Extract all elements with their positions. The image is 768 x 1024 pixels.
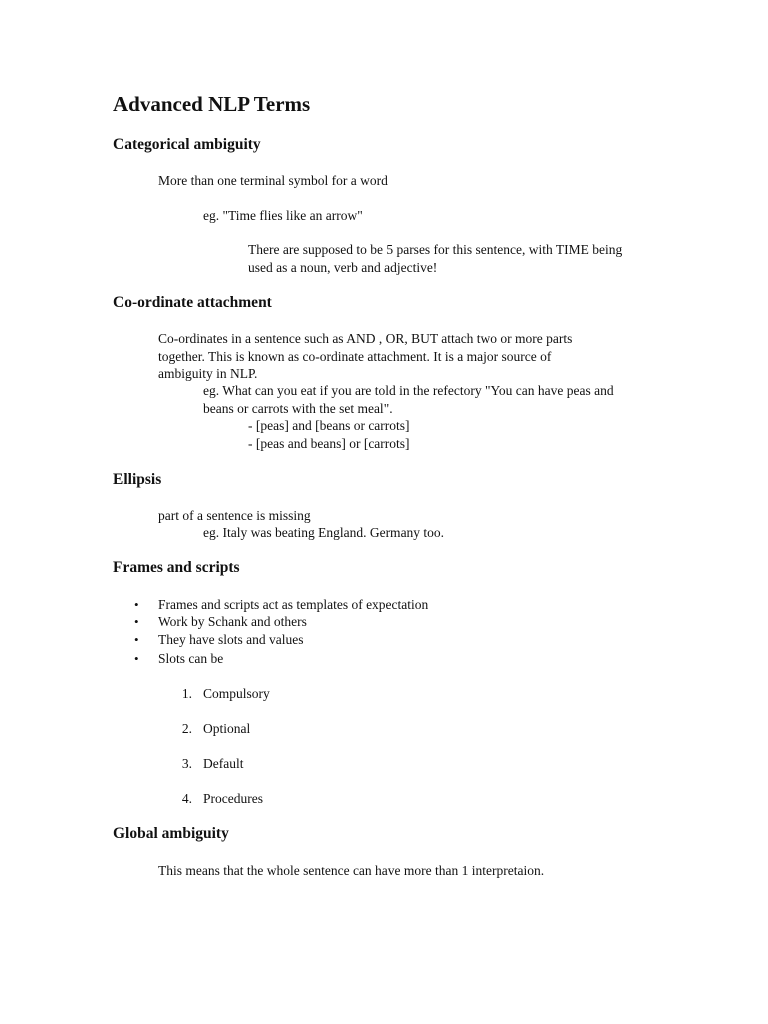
numbered-marker: 3. bbox=[181, 756, 192, 771]
numbered-marker: 4. bbox=[181, 791, 192, 806]
section-heading-coordinate-attachment: Co-ordinate attachment bbox=[113, 294, 272, 311]
numbered-item: Optional bbox=[203, 721, 251, 736]
section-heading-categorical-ambiguity: Categorical ambiguity bbox=[113, 136, 261, 153]
categorical-note: There are supposed to be 5 parses for this sentence, with TIME being used as a noun, verb and adjective! bbox=[248, 242, 623, 275]
section-heading-frames-and-scripts: Frames and scripts bbox=[113, 559, 240, 576]
ellipsis-example: eg. Italy was beating England. Germany too. bbox=[203, 525, 445, 540]
categorical-definition: More than one terminal symbol for a word bbox=[158, 173, 388, 188]
list-item: Frames and scripts act as templates of expectation bbox=[158, 597, 429, 612]
coordinate-example: eg. What can you eat if you are told in the refectory "You can have peas and beans or carrots with the set meal". bbox=[203, 383, 614, 416]
bullet-marker: • bbox=[134, 632, 139, 647]
numbered-marker: 2. bbox=[181, 721, 192, 736]
list-item: Work by Schank and others bbox=[158, 614, 307, 629]
bullet-marker: • bbox=[134, 597, 139, 612]
list-item: Slots can be bbox=[158, 651, 224, 666]
categorical-example: eg. "Time flies like an arrow" bbox=[203, 208, 363, 223]
section-heading-global-ambiguity: Global ambiguity bbox=[113, 825, 229, 842]
coordinate-parse-1: - [peas] and [beans or carrots] bbox=[248, 418, 410, 433]
coordinate-definition: Co-ordinates in a sentence such as AND , OR, BUT attach two or more parts together. This is known as co-ordinate attachment. It is a major source of ambiguity in NLP. bbox=[158, 331, 573, 381]
section-heading-ellipsis: Ellipsis bbox=[113, 471, 162, 488]
numbered-item: Default bbox=[203, 756, 244, 771]
numbered-marker: 1. bbox=[181, 686, 192, 701]
bullet-marker: • bbox=[134, 614, 139, 629]
numbered-item: Procedures bbox=[203, 791, 263, 806]
bullet-marker: • bbox=[134, 651, 139, 666]
numbered-item: Compulsory bbox=[203, 686, 270, 701]
list-item: They have slots and values bbox=[158, 632, 304, 647]
global-definition: This means that the whole sentence can have more than 1 interpretaion. bbox=[158, 863, 545, 878]
document-title: Advanced NLP Terms bbox=[113, 92, 311, 116]
ellipsis-definition: part of a sentence is missing bbox=[158, 508, 311, 523]
coordinate-parse-2: - [peas and beans] or [carrots] bbox=[248, 436, 410, 451]
